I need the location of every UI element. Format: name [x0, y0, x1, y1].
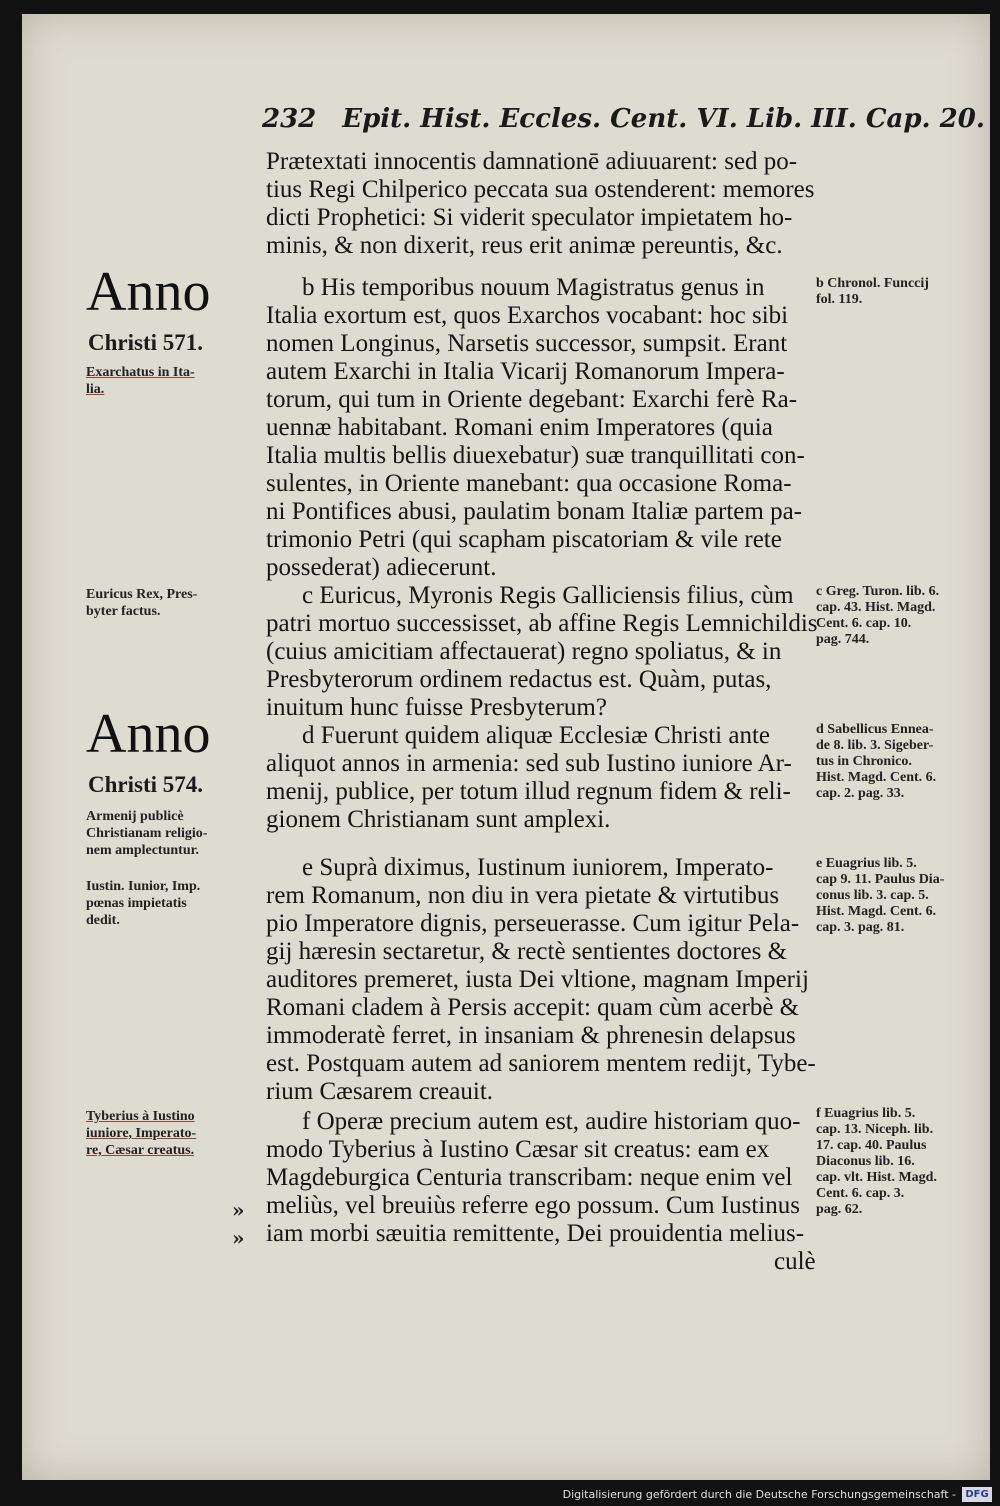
citation-d: d Sabellicus Ennea- de 8. lib. 3. Sigeber- tus in Chronico. Hist. Magd. Cent. 6. cap. 2. pag. 33.: [816, 722, 937, 801]
quote-mark: »: [232, 1226, 245, 1250]
christi-year: Christi 571.: [88, 330, 203, 355]
text-line: f Operæ precium autem est, audire historiam quo-: [302, 1108, 801, 1135]
text-line: rium Cæsarem creauit.: [266, 1078, 494, 1105]
text-line: ni Pontifices abusi, paulatim bonam Italiæ partem pa-: [266, 498, 802, 525]
christi-year: Christi 574.: [88, 772, 203, 797]
text-line: nomen Longinus, Narsetis successor, sumpsit. Erant: [266, 330, 788, 357]
text-line: tius Regi Chilperico peccata sua ostenderent: memores: [266, 176, 815, 203]
citation-b: b Chronol. Funccij fol. 119.: [816, 276, 929, 307]
margin-note-armenij: Armenij publicè Christianam religio- nem amplectuntur.: [86, 809, 208, 858]
text-line: Romani cladem à Persis accepit: quam cùm acerbè &: [266, 994, 800, 1021]
text-line: possederat) adiecerunt.: [266, 554, 497, 581]
anno-heading: Anno: [86, 261, 211, 323]
text-line: torum, qui tum in Oriente degebant: Exarchi ferè Ra-: [266, 386, 798, 413]
text-line: uennæ habitabant. Romani enim Imperatores (quia: [266, 414, 773, 441]
book-page: [22, 14, 990, 1480]
citation-f: f Euagrius lib. 5. cap. 13. Niceph. lib. 17. cap. 40. Paulus Diaconus lib. 16. cap. vlt. Hist. Magd. Cent. 6. cap. 3. pag. 62.: [816, 1106, 937, 1217]
text-line: sulentes, in Oriente manebant: qua occasione Roma-: [266, 470, 792, 497]
text-line: aliquot annos in armenia: sed sub Iustino iuniore Ar-: [266, 750, 792, 777]
running-title: Epit. Hist. Eccles. Cent. VI. Lib. III. Cap. 20.: [342, 104, 985, 134]
text-line: c Euricus, Myronis Regis Galliciensis filius, cùm: [302, 582, 794, 609]
text-line: gij hæresin sectaretur, & rectè sentientes doctores &: [266, 938, 788, 965]
text-line: autem Exarchi in Italia Vicarij Romanorum Impera-: [266, 358, 785, 385]
catchword: culè: [774, 1248, 816, 1275]
text-line: Italia exortum est, quos Exarchos vocabant: hoc sibi: [266, 302, 789, 329]
quote-mark: »: [232, 1198, 245, 1222]
margin-note-iustin: Iustin. Iunior, Imp. pœnas impietatis dedit.: [86, 879, 201, 928]
text-line: Presbyterorum ordinem redactus est. Quàm, putas,: [266, 666, 772, 693]
text-line: auditores premeret, iusta Dei vltione, magnam Imperij: [266, 966, 809, 993]
text-line: rem Romanum, non diu in vera pietate & virtutibus: [266, 882, 780, 909]
text-line: Magdeburgica Centuria transcribam: neque enim vel: [266, 1164, 793, 1191]
text-line: trimonio Petri (qui scapham piscatoriam & vile rete: [266, 526, 782, 553]
footer-credit: Digitalisierung gefördert durch die Deutsche Forschungsgemeinschaft -: [562, 1488, 956, 1501]
running-header: [262, 104, 985, 134]
margin-note-euricus: Euricus Rex, Pres- byter factus.: [86, 587, 198, 619]
text-line: e Suprà diximus, Iustinum iuniorem, Imperato-: [302, 854, 774, 881]
text-line: Prætextati innocentis damnationē adiuuarent: sed po-: [266, 148, 798, 175]
text-line: d Fuerunt quidem aliquæ Ecclesiæ Christi ante: [302, 722, 770, 749]
text-line: (cuius amicitiam affectauerat) regno spoliatus, & in: [266, 638, 782, 665]
text-line: menij, publice, per totum illud regnum fidem & reli-: [266, 778, 791, 805]
citation-e: e Euagrius lib. 5. cap 9. 11. Paulus Dia- conus lib. 3. cap. 5. Hist. Magd. Cent. 6. cap. 3. pag. 81.: [816, 856, 945, 935]
text-line: modo Tyberius à Iustino Cæsar sit creatus: eam ex: [266, 1136, 770, 1163]
page-number: 232: [262, 104, 317, 134]
text-line: minis, & non dixerit, reus erit animæ pereuntis, &c.: [266, 232, 783, 259]
anno-heading: Anno: [86, 703, 211, 765]
text-line: meliùs, vel breuiùs referre ego possum. Cum Iustinus: [266, 1192, 800, 1219]
text-line: gionem Christianam sunt amplexi.: [266, 806, 611, 833]
text-line: inuitum hunc fuisse Presbyterum?: [266, 694, 607, 721]
text-line: est. Postquam autem ad saniorem mentem redijt, Tybe-: [266, 1050, 816, 1077]
text-line: pio Imperatore dignis, perseuerasse. Cum igitur Pela-: [266, 910, 800, 937]
text-line: Italia multis bellis diuexebatur) suæ tranquillitati con-: [266, 442, 805, 469]
dfg-logo: DFG: [962, 1487, 992, 1502]
text-line: iam morbi sæuitia remittente, Dei prouidentia melius-: [266, 1220, 805, 1247]
citation-c: c Greg. Turon. lib. 6. cap. 43. Hist. Magd. Cent. 6. cap. 10. pag. 744.: [816, 584, 940, 647]
text-line: patri mortuo successisset, ab affine Regis Lemnichildis: [266, 610, 818, 637]
text-line: b His temporibus nouum Magistratus genus in: [302, 274, 765, 301]
text-line: immoderatè ferret, in insaniam & phrenesin delapsus: [266, 1022, 796, 1049]
margin-note-exarch: Exarchatus in Ita- lia.: [86, 365, 195, 397]
text-line: dicti Prophetici: Si viderit speculator impietatem ho-: [266, 204, 793, 231]
margin-note-tyberius: Tyberius à Iustino iuniore, Imperato- re, Cæsar creatus.: [86, 1109, 197, 1158]
footer-bar: [0, 1480, 1000, 1506]
